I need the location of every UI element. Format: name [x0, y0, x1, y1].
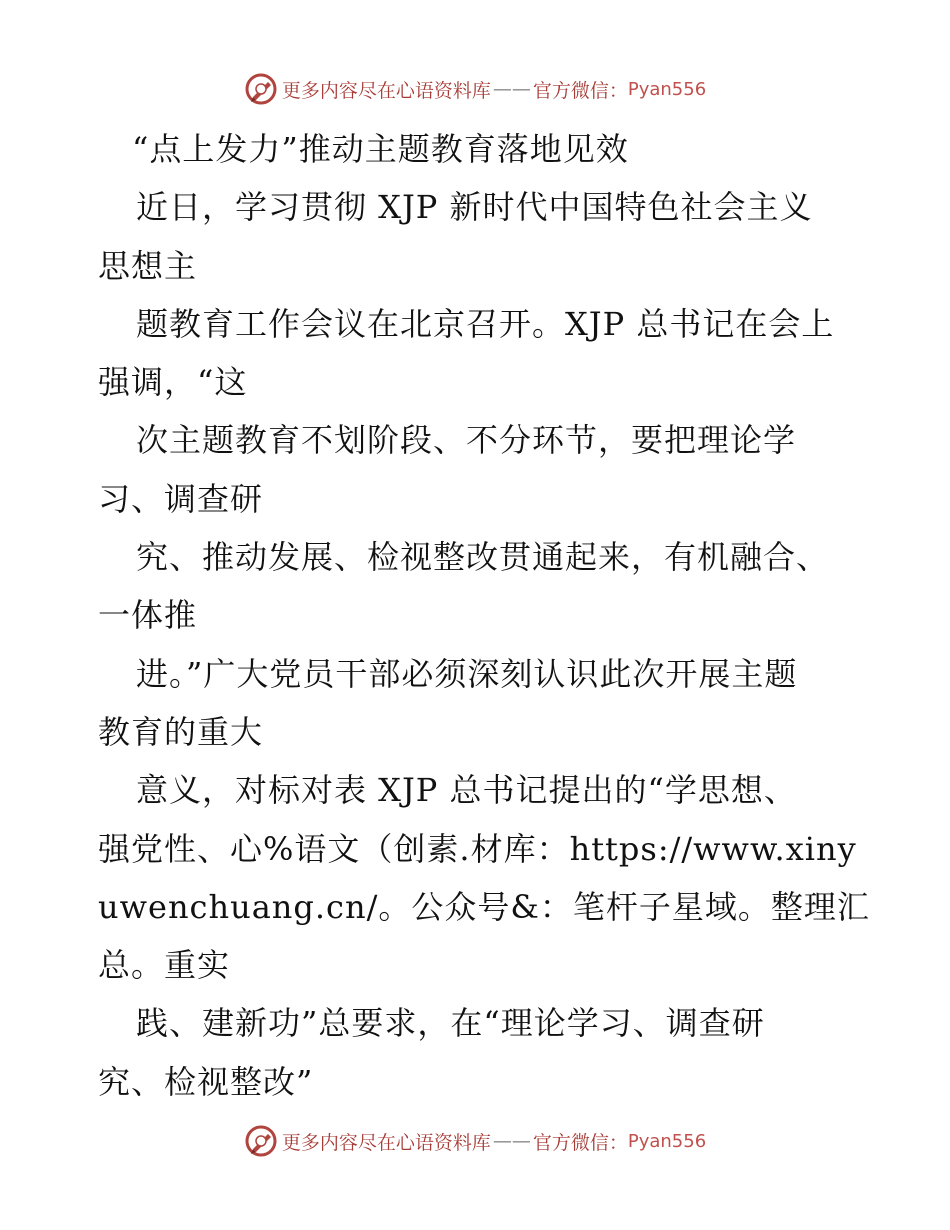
text-line: 践、建新功”总要求，在“理论学习、调查研 [136, 1004, 765, 1043]
text-line: 强调，“这 [98, 363, 248, 402]
pen-logo-icon [244, 72, 278, 106]
text-line: 究、推动发展、检视整改贯通起来，有机融合、 [136, 538, 830, 577]
watermark-wechat-id: Pyan556 [627, 1130, 707, 1152]
text-line: 近日，学习贯彻 XJP 新时代中国特色社会主义 [136, 188, 813, 227]
text-line: 总。重实 [98, 946, 231, 985]
footer-watermark [0, 1124, 950, 1158]
watermark-wechat-label: 官方微信： [532, 1131, 628, 1154]
text-line: 题教育工作会议在北京召开。XJP 总书记在会上 [136, 304, 835, 343]
watermark-wechat-id: Pyan556 [627, 78, 707, 100]
text-line: 思想主 [98, 246, 198, 285]
text-line: 进。”广大党员干部必须深刻认识此次开展主题 [136, 654, 798, 693]
header-watermark [0, 72, 950, 106]
watermark-text: 更多内容尽在心语资料库 [281, 79, 491, 102]
text-line: uwenchuang.cn/。公众号&：笔杆子星域。整理汇 [98, 887, 870, 926]
text-line: 强党性、心%语文（创素.材库：https://www.xiny [98, 829, 857, 868]
document-body [98, 120, 870, 1111]
watermark-wechat-label: 官方微信： [532, 79, 628, 102]
watermark-separator: —— [492, 1130, 531, 1152]
text-line: 意义，对标对表 XJP 总书记提出的“学思想、 [136, 771, 797, 810]
text-line: 次主题教育不划阶段、不分环节，要把理论学 [136, 421, 797, 460]
pen-logo-icon [244, 1124, 278, 1158]
text-line: 一体推 [98, 596, 198, 635]
watermark-text: 更多内容尽在心语资料库 [281, 1131, 491, 1154]
text-line: 究、检视整改” [98, 1062, 314, 1101]
text-line: 教育的重大 [98, 712, 264, 751]
document-title: “点上发力”推动主题教育落地见效 [132, 130, 629, 168]
watermark-separator: —— [492, 78, 531, 100]
text-line: 习、调查研 [98, 479, 264, 518]
